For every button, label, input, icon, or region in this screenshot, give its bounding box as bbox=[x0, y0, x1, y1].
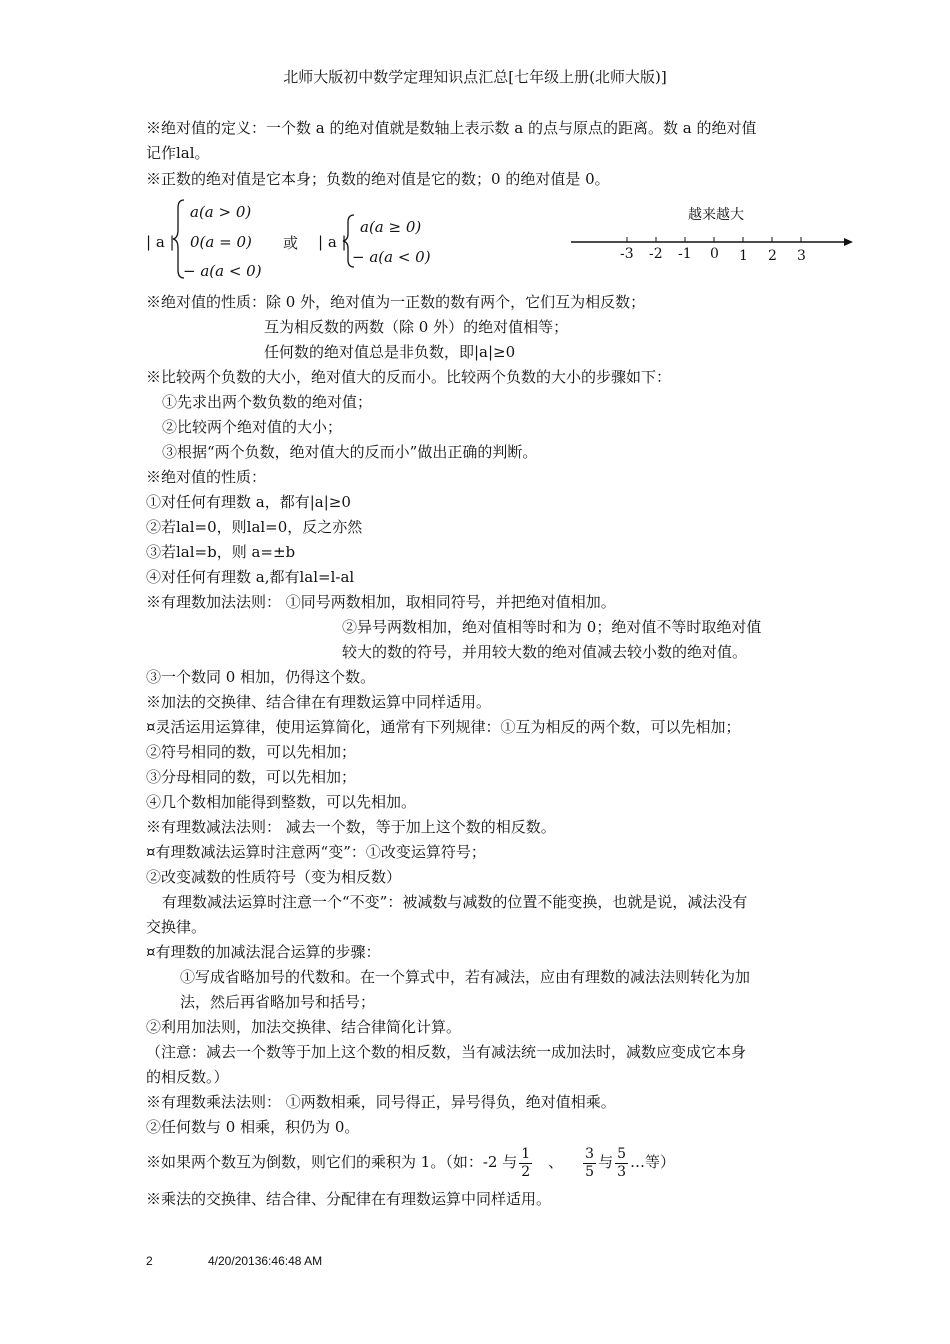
text-line: ④几个数相加能得到整数，可以先相加。 bbox=[146, 793, 417, 811]
text-line: ¤有理数减法运算时注意两“变”：①改变运算符号； bbox=[146, 843, 486, 861]
fraction-denominator: 5 bbox=[585, 1163, 595, 1180]
text-run: 与 bbox=[598, 1153, 614, 1171]
formula-case: a(a ≥ 0) bbox=[360, 218, 422, 236]
tick-label: -1 bbox=[678, 246, 692, 262]
text-line: ①先求出两个数负数的绝对值； bbox=[162, 393, 373, 411]
tick-label: -3 bbox=[620, 246, 634, 262]
text-line: ②任何数与 0 相乘，积仍为 0。 bbox=[146, 1118, 360, 1136]
text-line: ¤有理数的加减法混合运算的步骤： bbox=[146, 943, 381, 961]
text-line: ①对任何有理数 a，都有|a|≥0 bbox=[146, 493, 351, 511]
text-line: ②符号相同的数，可以先相加； bbox=[146, 743, 357, 761]
text-line: 的相反数。） bbox=[146, 1068, 229, 1086]
text-line: ※加法的交换律、结合律在有理数运算中同样适用。 bbox=[146, 693, 492, 711]
text-line: ③分母相同的数，可以先相加； bbox=[146, 768, 357, 786]
tick-label: 3 bbox=[797, 248, 806, 264]
text-line: ①写成省略加号的代数和。在一个算式中，若有减法，应由有理数的减法法则转化为加 bbox=[180, 968, 751, 986]
text-line: ※正数的绝对值是它本身；负数的绝对值是它的数；0 的绝对值是 0。 bbox=[146, 170, 610, 188]
fraction bbox=[583, 1146, 596, 1181]
text-line: 任何数的绝对值总是非负数，即|a|≥0 bbox=[264, 343, 516, 361]
text-line: ※有理数减法法则： 减去一个数，等于加上这个数的相反数。 bbox=[146, 818, 556, 836]
fraction-numerator: 1 bbox=[521, 1145, 531, 1162]
fraction-denominator: 3 bbox=[617, 1163, 626, 1180]
page-header: 北师大版初中数学定理知识点汇总[七年级上册(北师大版)] bbox=[283, 68, 667, 86]
page-number: 2 bbox=[146, 1254, 153, 1268]
reciprocal-line bbox=[146, 1140, 675, 1184]
text-line: ②异号两数相加，绝对值相等时和为 0；绝对值不等时取绝对值 bbox=[342, 618, 762, 636]
text-line: ③若lal=b，则 a=±b bbox=[146, 543, 296, 561]
text-line: ※比较两个负数的大小，绝对值大的反而小。比较两个负数的大小的步骤如下： bbox=[146, 368, 672, 386]
text-line: ※有理数加法法则： ①同号两数相加，取相同符号，并把绝对值相加。 bbox=[146, 593, 616, 611]
text-line: ②利用加法则，加法交换律、结合律简化计算。 bbox=[146, 1018, 462, 1036]
tick-label: 1 bbox=[739, 248, 748, 264]
text-line: 记作lal。 bbox=[146, 144, 210, 162]
text-line: 互为相反数的两数（除 0 外）的绝对值相等； bbox=[264, 318, 569, 336]
formula-or: 或 bbox=[283, 234, 299, 252]
text-line: ¤灵活运用运算律，使用运算简化，通常有下列规律：①互为相反的两个数，可以先相加； bbox=[146, 718, 741, 736]
text-line: ※绝对值的定义：一个数 a 的绝对值就是数轴上表示数 a 的点与原点的距离。数 a 的绝对值 bbox=[146, 119, 757, 137]
formula-lhs: | a | bbox=[318, 233, 347, 251]
fraction-numerator: 5 bbox=[617, 1145, 626, 1162]
fraction bbox=[615, 1146, 628, 1181]
text-run: …等） bbox=[630, 1153, 676, 1171]
formula-lhs: | a | bbox=[146, 233, 175, 251]
text-line: （注意：减去一个数等于加上这个数的相反数，当有减法统一成加法时，减数应变成它本身 bbox=[146, 1043, 747, 1061]
text-line: ②改变减数的性质符号（变为相反数） bbox=[146, 868, 402, 886]
formula-case: 0(a = 0) bbox=[190, 233, 252, 251]
fraction bbox=[519, 1146, 532, 1181]
text-line: 有理数减法运算时注意一个“不变”：被减数与减数的位置不能变换，也就是说，减法没有 bbox=[162, 893, 748, 911]
formula-case: − a(a < 0) bbox=[352, 248, 431, 266]
text-line: ②若lal=0，则lal=0，反之亦然 bbox=[146, 518, 363, 536]
text-line: 较大的数的符号，并用较大数的绝对值减去较小数的绝对值。 bbox=[342, 643, 748, 661]
tick-label: -2 bbox=[649, 246, 663, 262]
text-line: ③一个数同 0 相加，仍得这个数。 bbox=[146, 668, 376, 686]
text-run: ※如果两个数互为倒数，则它们的乘积为 1。（如：-2 与 bbox=[146, 1153, 518, 1171]
text-run: 、 bbox=[548, 1153, 564, 1171]
text-line: ※乘法的交换律、结合律、分配律在有理数运算中同样适用。 bbox=[146, 1190, 552, 1208]
text-line: 法，然后再省略加号和括号； bbox=[180, 993, 376, 1011]
text-line: ③根据“两个负数，绝对值大的反而小”做出正确的判断。 bbox=[162, 443, 538, 461]
text-line: ※绝对值的性质： bbox=[146, 468, 267, 486]
formula-case: − a(a < 0) bbox=[183, 262, 262, 280]
formula-case: a(a > 0) bbox=[190, 203, 252, 221]
tick-label: 2 bbox=[768, 248, 777, 264]
text-line: 交换律。 bbox=[146, 918, 207, 936]
footer-timestamp: 4/20/20136:46:48 AM bbox=[208, 1254, 323, 1268]
text-line: ②比较两个绝对值的大小； bbox=[162, 418, 343, 436]
text-line: ※绝对值的性质：除 0 外，绝对值为一正数的数有两个，它们互为相反数； bbox=[146, 293, 646, 311]
text-line: ※有理数乘法法则： ①两数相乘，同号得正，异号得负，绝对值相乘。 bbox=[146, 1093, 616, 1111]
number-line-caption: 越来越大 bbox=[688, 207, 744, 223]
fraction-denominator: 2 bbox=[521, 1163, 531, 1180]
text-line: ④对任何有理数 a,都有lal=l-al bbox=[146, 568, 355, 586]
tick-label: 0 bbox=[710, 246, 719, 262]
fraction-numerator: 3 bbox=[585, 1145, 595, 1162]
